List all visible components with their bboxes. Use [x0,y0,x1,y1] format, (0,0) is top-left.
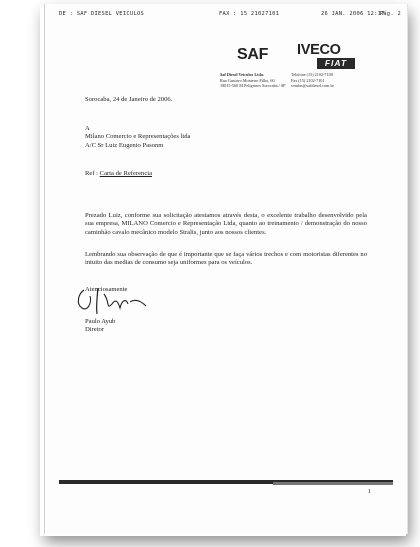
email-address: vendas@safdiesel.com.br [291,83,334,89]
fax-sender: DE : SAF DIESEL VEICULOS [59,11,145,17]
recipient-block [85,125,190,150]
signer-block [85,318,115,335]
footer-right-bar [273,482,393,485]
recipient-company: Milano Comercio e Representações ltda [85,133,191,141]
fax-number: FAX : 15 21027101 [219,11,280,17]
company-name: Saf Diesel Veículos Ltda. [220,72,264,77]
address-line-2: 18015-560 M.Peligrinos Sorocaba / SP [220,83,286,89]
signer-name: Paulo Ayub [85,318,116,325]
recipient-to: A [85,125,90,132]
fax-datetime: 26 JAN. 2006 12:17 [321,11,385,17]
fiat-logo: FIAT [317,58,355,69]
iveco-logo: IVECO [297,42,341,58]
letter-paragraph-2: Lembrando sua observação de que é importante que se faça vários trechos e com motoristas diferentes no intuito das medias de consumo seja uniformes para os veículos. [85,251,367,267]
address-line-1: Rua Gustavo Monteiro Filho, 60 [220,77,275,83]
phone-number: Telefone (15) 2102-7100 [291,72,333,77]
handwritten-signature [70,282,160,318]
reference-title: Carta de Referencia [99,170,153,177]
page-number: 1 [367,488,371,495]
letterhead-contact [291,72,367,89]
signer-title: Diretor [85,326,105,334]
reference-label: Ref : [85,170,99,177]
fax-page [44,4,408,534]
letter-closing: Atenciosamente [85,286,128,293]
fax-contact: Fax (15) 2102-7101 [291,77,325,83]
letter-paragraph-1: Prezado Luiz, conforme sua solicitação atestamos através desta, o excelente trabalho desenvolvido pela sua empresa, MILANO Comercio e Representação Ltda, quanto ao treinamento / demonstração do nosso caminhão cavalo mecânico modelo Stralis, junto aos nossos clientes. [85,212,367,236]
reference-line [85,170,152,178]
fax-header [59,11,401,21]
fax-page-number: Pág. 2 [379,11,401,17]
saf-logo: SAF [237,46,269,63]
recipient-attention: A/C Sr Luiz Eugenio Pasonm [85,141,164,149]
letter-date: Sorocaba, 24 de Janeiro de 2006. [85,96,173,103]
